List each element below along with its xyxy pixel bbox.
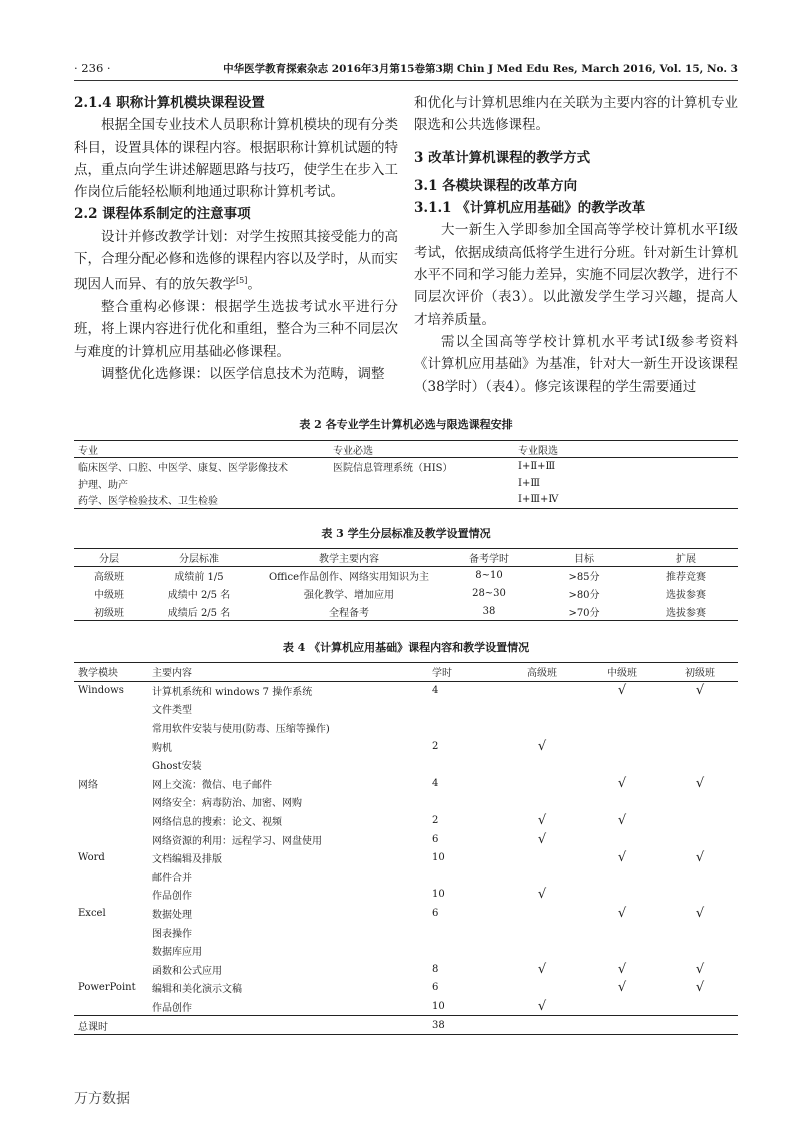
- table-cell: [502, 1016, 582, 1035]
- check-cell: [502, 681, 582, 700]
- check-cell: [662, 774, 738, 793]
- check-mark: √: [617, 980, 627, 996]
- section-heading-3: 3 改革计算机课程的教学方式: [414, 149, 591, 166]
- table-row: [74, 718, 738, 737]
- table-cell: [148, 1016, 428, 1035]
- check-cell: [662, 960, 738, 979]
- section-heading-3-1: 3.1 各模块课程的改革方向: [414, 177, 578, 194]
- table-cell: [662, 1016, 738, 1035]
- check-cell: [582, 941, 662, 960]
- column-header: 主要内容: [148, 663, 428, 682]
- check-mark: √: [617, 813, 627, 829]
- table-row: [74, 904, 738, 923]
- hours-cell: [428, 755, 502, 774]
- table-header-row: [74, 663, 738, 682]
- module-cell: [74, 811, 148, 830]
- content-cell: 函数和公式应用: [152, 965, 222, 977]
- check-mark: √: [695, 961, 705, 977]
- check-cell: [662, 811, 738, 830]
- table-cell: 选拔参赛: [666, 590, 706, 601]
- column-header: 高级班: [502, 663, 582, 682]
- check-mark: √: [537, 738, 547, 754]
- content-cell: 数据库应用: [152, 947, 202, 959]
- check-mark: √: [537, 831, 547, 847]
- check-cell: [502, 737, 582, 756]
- header-rule: [74, 80, 738, 81]
- hours-cell: 10: [432, 889, 445, 901]
- check-mark: √: [617, 850, 627, 866]
- module-cell: [74, 960, 148, 979]
- check-cell: [502, 755, 582, 774]
- check-cell: [502, 979, 582, 998]
- check-cell: [502, 811, 582, 830]
- table4: [74, 662, 738, 1035]
- content-cell: 作品创作: [152, 1002, 192, 1014]
- check-mark: √: [537, 813, 547, 829]
- check-cell: [582, 904, 662, 923]
- content-cell: 图表操作: [152, 928, 192, 940]
- check-cell: [502, 793, 582, 812]
- table-cell: 8~10: [475, 570, 503, 582]
- check-cell: [662, 700, 738, 719]
- table-row: [74, 979, 738, 998]
- check-cell: [582, 681, 662, 700]
- table-cell: 医院信息管理系统（HIS）: [333, 462, 453, 474]
- module-cell: PowerPoint: [78, 982, 136, 994]
- check-cell: [582, 700, 662, 719]
- table-row: [74, 774, 738, 793]
- content-cell: 购机: [152, 742, 172, 754]
- check-mark: √: [695, 775, 705, 791]
- check-cell: [582, 793, 662, 812]
- check-cell: [662, 793, 738, 812]
- check-mark: √: [617, 775, 627, 791]
- table-row: [74, 848, 738, 867]
- table-cell: Ⅰ+Ⅲ+Ⅳ: [514, 492, 738, 509]
- check-cell: [662, 830, 738, 849]
- check-cell: [502, 867, 582, 886]
- table-row: [74, 886, 738, 905]
- module-cell: 网络: [78, 779, 98, 791]
- check-cell: [582, 755, 662, 774]
- left-column: [74, 92, 398, 385]
- check-cell: [582, 830, 662, 849]
- check-cell: [662, 941, 738, 960]
- total-hours: 38: [428, 1016, 502, 1035]
- table-cell: 成绩后 2/5 名: [144, 603, 254, 621]
- hours-cell: [428, 718, 502, 737]
- table4-caption: 表 4 《计算机应用基础》课程内容和教学设置情况: [282, 641, 530, 654]
- module-cell: Excel: [78, 908, 106, 920]
- content-cell: 网上交流：微信、电子邮件: [152, 779, 272, 791]
- module-cell: Windows: [78, 685, 124, 697]
- check-cell: [502, 923, 582, 942]
- hours-cell: 10: [432, 852, 445, 864]
- check-mark: √: [537, 961, 547, 977]
- check-cell: [582, 960, 662, 979]
- check-mark: √: [617, 683, 627, 699]
- table-cell: [329, 475, 514, 492]
- table-row: [74, 567, 738, 585]
- column-header: 教学模块: [74, 663, 148, 682]
- table-cell: Ⅰ+Ⅱ+Ⅲ: [518, 460, 556, 472]
- column-header: 备考学时: [444, 549, 534, 567]
- table-header-row: [74, 441, 738, 458]
- reference-marker: [5]: [236, 276, 248, 286]
- table-row: [74, 997, 738, 1016]
- section-heading-3-1-1: 3.1.1 《计算机应用基础》的教学改革: [414, 200, 646, 217]
- table-header-row: [74, 549, 738, 567]
- hours-cell: [428, 700, 502, 719]
- table-row: [74, 923, 738, 942]
- table4-body: [74, 681, 738, 1016]
- watermark: 万方数据: [74, 1091, 130, 1107]
- check-cell: [582, 811, 662, 830]
- module-cell: [74, 718, 148, 737]
- check-cell: [582, 774, 662, 793]
- check-cell: [582, 848, 662, 867]
- table-row: [74, 681, 738, 700]
- table-cell: 初级班: [74, 603, 144, 621]
- check-cell: [502, 997, 582, 1016]
- check-cell: [582, 997, 662, 1016]
- content-cell: 作品创作: [152, 891, 192, 903]
- check-cell: [662, 904, 738, 923]
- hours-cell: [428, 793, 502, 812]
- check-cell: [502, 941, 582, 960]
- hours-cell: 2: [432, 740, 439, 752]
- check-cell: [502, 700, 582, 719]
- paragraph: 和优化与计算机思维内在关联为主要内容的计算机专业限选和公共选修课程。: [414, 95, 738, 134]
- table-cell: 38: [444, 603, 534, 621]
- paragraph: 调整优化选修课：以医学信息技术为范畴，调整: [101, 366, 385, 383]
- table-cell: [582, 1016, 662, 1035]
- table-row: [74, 585, 738, 603]
- module-cell: [74, 886, 148, 905]
- check-cell: [502, 848, 582, 867]
- page-number: · 236 ·: [74, 61, 111, 75]
- table-cell: [329, 492, 514, 509]
- check-cell: [502, 718, 582, 737]
- check-cell: [662, 867, 738, 886]
- section-heading-2-2: 2.2 课程体系制定的注意事项: [74, 206, 251, 223]
- content-cell: 文档编辑及排版: [152, 854, 222, 866]
- table-cell: >70分: [534, 603, 634, 621]
- table-cell: >80分: [568, 590, 600, 601]
- table-cell: 护理、助产: [78, 479, 128, 491]
- check-cell: [582, 718, 662, 737]
- module-cell: [74, 830, 148, 849]
- table-cell: >85分: [568, 572, 600, 584]
- table-row: [74, 960, 738, 979]
- content-cell: 网络信息的搜索：论文、视频: [152, 817, 282, 829]
- table-row: [74, 458, 738, 475]
- journal-citation: 中华医学教育探索杂志 2016年3月第15卷第3期 Chin J Med Edu Res, March 2016, Vol. 15, No. 3: [223, 63, 738, 75]
- table-row: [74, 830, 738, 849]
- content-cell: 邮件合并: [152, 872, 192, 884]
- check-cell: [582, 737, 662, 756]
- table-row: [74, 700, 738, 719]
- table-cell: Ⅰ+Ⅲ: [518, 477, 540, 489]
- table-row: [74, 811, 738, 830]
- table-cell: 药学、医学检验技术、卫生检验: [74, 492, 329, 509]
- table-row: [74, 737, 738, 756]
- check-cell: [662, 886, 738, 905]
- check-cell: [582, 923, 662, 942]
- hours-cell: 10: [432, 1000, 445, 1012]
- table-total-row: [74, 1016, 738, 1035]
- check-cell: [662, 979, 738, 998]
- check-mark: √: [695, 683, 705, 699]
- table-cell: 全程备考: [254, 603, 444, 621]
- check-mark: √: [695, 980, 705, 996]
- column-header: 教学主要内容: [254, 549, 444, 567]
- check-mark: √: [537, 998, 547, 1014]
- column-header: 专业必选: [329, 441, 514, 458]
- table-cell: 成绩前 1/5: [174, 572, 224, 584]
- content-cell: 常用软件安装与使用(防毒、压缩等操作): [152, 724, 330, 736]
- table3-caption: 表 3 学生分层标准及教学设置情况: [321, 527, 491, 540]
- table3: [74, 548, 738, 621]
- check-cell: [662, 755, 738, 774]
- table-row: [74, 793, 738, 812]
- check-cell: [662, 681, 738, 700]
- hours-cell: 2: [432, 815, 439, 827]
- section-heading-2-1-4: 2.1.4 职称计算机模块课程设置: [74, 95, 265, 111]
- table-row: [74, 941, 738, 960]
- check-cell: [502, 886, 582, 905]
- check-mark: √: [695, 906, 705, 922]
- hours-cell: 4: [432, 777, 439, 789]
- check-mark: √: [617, 961, 627, 977]
- content-cell: 数据处理: [152, 910, 192, 922]
- check-cell: [582, 979, 662, 998]
- table-cell: 推荐竞赛: [666, 572, 706, 584]
- module-cell: [74, 941, 148, 960]
- table-cell: 28~30: [472, 588, 506, 599]
- check-mark: √: [617, 906, 627, 922]
- check-mark: √: [537, 887, 547, 903]
- hours-cell: 6: [432, 833, 439, 845]
- check-cell: [582, 867, 662, 886]
- table-cell: 临床医学、口腔、中医学、康复、医学影像技术: [78, 462, 288, 474]
- table-cell: 成绩中 2/5 名: [167, 590, 231, 601]
- table-cell: 高级班: [94, 572, 124, 584]
- check-cell: [662, 737, 738, 756]
- table-cell: 选拔参赛: [634, 603, 738, 621]
- column-header: 目标: [534, 549, 634, 567]
- check-cell: [662, 848, 738, 867]
- module-cell: [74, 923, 148, 942]
- page-header: [74, 58, 738, 80]
- paragraph: 设计并修改教学计划：对学生按照其接受能力的高下，合理分配必修和选修的课程内容以及学时，从而实现因人而异、有的放矢教学[5]。: [74, 228, 398, 293]
- column-header: 专业: [74, 441, 329, 458]
- paragraph: 大一新生入学即参加全国高等学校计算机水平Ⅰ级考试，依据成绩高低将学生进行分班。针对新生计算机水平不同和学习能力差异，实施不同层次教学，进行不同层次评价（表3）。以此激发学生学习兴趣，提高人才培养质量。: [414, 222, 738, 328]
- paragraph: 需以全国高等学校计算机水平考试Ⅰ级参考资料《计算机应用基础》为基准，针对大一新生开设该课程（38学时）（表4）。修完该课程的学生需要通过: [414, 333, 738, 395]
- module-cell: [74, 867, 148, 886]
- hours-cell: 4: [432, 685, 439, 697]
- content-cell: 编辑和美化演示文稿: [152, 984, 242, 996]
- module-cell: [74, 793, 148, 812]
- content-cell: 网络资源的利用：远程学习、网盘使用: [152, 835, 322, 847]
- paragraph: 整合重构必修课：根据学生选拔考试水平进行分班，将上课内容进行优化和重组，整合为三种不同层次与难度的计算机应用基础必修课程。: [74, 299, 398, 360]
- column-header: 学时: [428, 663, 502, 682]
- column-header: 扩展: [634, 549, 738, 567]
- table-row: [74, 867, 738, 886]
- check-cell: [502, 830, 582, 849]
- content-cell: 网络安全：病毒防治、加密、网购: [152, 798, 302, 810]
- table-row: [74, 475, 738, 492]
- hours-cell: 6: [432, 982, 439, 994]
- paragraph: 根据全国专业技术人员职称计算机模块的现有分类科目，设置具体的课程内容。根据职称计算机试题的特点，重点向学生讲述解题思路与技巧，使学生在步入工作岗位后能轻松顺利地通过职称计算机考试。: [74, 117, 398, 201]
- content-cell: 文件类型: [152, 705, 192, 717]
- table-cell: Office作品创作、网络实用知识为主: [268, 572, 430, 584]
- total-label: 总课时: [74, 1016, 148, 1035]
- hours-cell: [428, 941, 502, 960]
- table-cell: 中级班: [94, 590, 124, 601]
- check-cell: [662, 923, 738, 942]
- column-header: 中级班: [582, 663, 662, 682]
- content-cell: 计算机系统和 windows 7 操作系统: [152, 687, 313, 699]
- check-cell: [502, 774, 582, 793]
- table2-caption: 表 2 各专业学生计算机必选与限选课程安排: [299, 418, 513, 431]
- table-row: [74, 603, 738, 621]
- module-cell: [74, 997, 148, 1016]
- right-column: [414, 92, 738, 398]
- module-cell: [74, 755, 148, 774]
- column-header: 分层标准: [144, 549, 254, 567]
- column-header: 专业限选: [514, 441, 738, 458]
- module-cell: Word: [78, 852, 105, 864]
- column-header: 初级班: [662, 663, 738, 682]
- hours-cell: [428, 923, 502, 942]
- check-mark: √: [695, 850, 705, 866]
- table-row: [74, 755, 738, 774]
- hours-cell: 6: [432, 908, 439, 920]
- table2: [74, 440, 738, 509]
- table-cell: 强化教学、增加应用: [304, 590, 394, 601]
- check-cell: [662, 997, 738, 1016]
- module-cell: [74, 737, 148, 756]
- check-cell: [502, 904, 582, 923]
- check-cell: [582, 886, 662, 905]
- table-row: [74, 492, 738, 509]
- hours-cell: 8: [432, 963, 439, 975]
- check-cell: [502, 960, 582, 979]
- hours-cell: [428, 867, 502, 886]
- column-header: 分层: [74, 549, 144, 567]
- content-cell: Ghost安装: [152, 761, 202, 773]
- check-cell: [662, 718, 738, 737]
- module-cell: [74, 700, 148, 719]
